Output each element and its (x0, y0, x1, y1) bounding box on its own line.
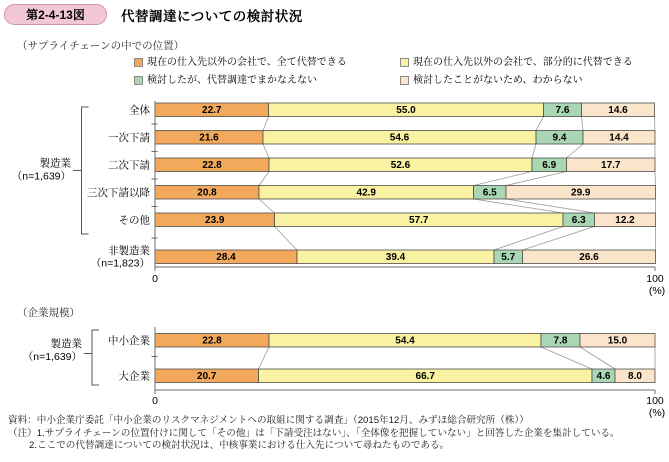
bar-value-label: 20.7 (197, 370, 217, 382)
bar-value-label: 66.7 (415, 370, 435, 382)
connector-line (655, 172, 656, 186)
group-label: 製造業 (50, 338, 82, 350)
bar-value-label: 6.3 (571, 214, 586, 226)
bar-value-label: 29.9 (571, 187, 591, 199)
connector-line (494, 227, 563, 251)
figure-title: 代替調達についての検討状況 (121, 9, 303, 24)
bar-value-label: 17.7 (601, 159, 621, 171)
bar-value-label: 7.8 (553, 335, 568, 347)
axis-unit-label: (%) (648, 285, 666, 297)
note-2: 2.ここでの代替調達についての検討状況は、中核事業における仕入先について尋ねたものである。 (29, 440, 450, 451)
bar-value-label: 52.6 (390, 159, 411, 171)
bar-value-label: 14.4 (609, 132, 629, 144)
bar-value-label: 23.9 (205, 214, 225, 226)
legend-label: 現在の仕入先以外の会社で、部分的に代替できる (413, 57, 633, 68)
bar-value-label: 6.9 (542, 159, 557, 171)
category-label: （n=1,823） (90, 257, 150, 270)
group-bracket (84, 330, 99, 385)
axis-label-hundred: 100 (646, 273, 664, 285)
connector-line (567, 144, 584, 158)
connector-line (532, 144, 536, 158)
group-label: （n=1,639） (22, 351, 82, 363)
category-label: 一次下請 (108, 131, 150, 144)
bar-value-label: 5.7 (501, 251, 516, 263)
connector-line (474, 172, 533, 186)
footnotes (8, 415, 666, 453)
bar-value-label: 14.6 (608, 104, 628, 116)
bar-value-label: 4.6 (596, 370, 611, 382)
bar-value-label: 12.2 (615, 214, 635, 226)
connector-line (259, 172, 269, 186)
connector-line (263, 144, 269, 158)
connector-line (263, 117, 269, 131)
legend-label: 検討したことがないため、わからない (413, 75, 583, 86)
connector-line (259, 199, 275, 213)
figure-number-label: 第2-4-13図 (26, 8, 85, 22)
connector-line (655, 117, 656, 131)
connector-line (275, 227, 298, 251)
bar-value-label: 21.6 (199, 132, 219, 144)
bar-value-label: 8.0 (628, 370, 642, 382)
group-bracket (73, 107, 89, 234)
connector-line (541, 347, 592, 369)
bar-value-label: 42.9 (356, 187, 376, 199)
legend-label: 現在の仕入先以外の会社で、全て代替できる (147, 57, 347, 68)
axis-label-hundred: 100 (646, 395, 664, 407)
bar-value-label: 28.4 (216, 251, 236, 263)
connector-line (506, 172, 567, 186)
section2-subtitle: （企業規模） (17, 307, 80, 319)
bar-value-label: 22.8 (202, 159, 222, 171)
bar-value-label: 57.7 (409, 214, 429, 226)
connector-line (536, 117, 544, 131)
group-label: 製造業 (39, 157, 71, 170)
bar-value-label: 54.4 (395, 335, 415, 347)
category-label: その他 (118, 214, 150, 227)
bar-value-label: 22.7 (202, 104, 222, 116)
bar-value-label: 22.8 (202, 335, 222, 347)
source-note: 資料：中小企業庁委託「中小企業のリスクマネジメントへの取組に関する調査」（2015年12月、みずほ総合研究所（株）） (8, 415, 529, 426)
category-label: 中小企業 (108, 334, 150, 347)
section1-subtitle: （サプライチェーンの中での位置） (17, 40, 185, 52)
category-label: 大企業 (118, 370, 150, 383)
bar-value-label: 55.0 (396, 104, 416, 116)
axis-label-zero: 0 (152, 273, 158, 285)
category-label: 二次下請 (108, 159, 150, 172)
bar-value-label: 9.4 (552, 132, 567, 144)
connector-line (523, 227, 595, 251)
bar-value-label: 15.0 (607, 335, 628, 347)
bar-value-label: 39.4 (385, 251, 406, 263)
bar-value-label: 26.6 (579, 251, 599, 263)
axis-label-zero: 0 (152, 395, 158, 407)
category-label: 非製造業 (108, 244, 150, 257)
note-1: （注）1.サプライチェーンの位置付けに関して「その他」は「下請受注はない」、「全体像を把握していない」と回答した企業を集計している。 (8, 427, 620, 439)
group-label: （n=1,639） (11, 170, 71, 183)
axis-unit-label: (%) (648, 407, 666, 419)
connector-line (259, 347, 270, 369)
bar-value-label: 7.6 (555, 104, 570, 116)
category-label: 三次下請以降 (87, 186, 150, 199)
connector-line (582, 117, 584, 131)
legend-label: 検討したが、代替調達でまかなえない (147, 75, 317, 86)
bar-value-label: 6.5 (482, 187, 497, 199)
category-label: 全体 (129, 104, 150, 117)
bar-value-label: 20.8 (197, 187, 217, 199)
bar-value-label: 54.6 (389, 132, 410, 144)
